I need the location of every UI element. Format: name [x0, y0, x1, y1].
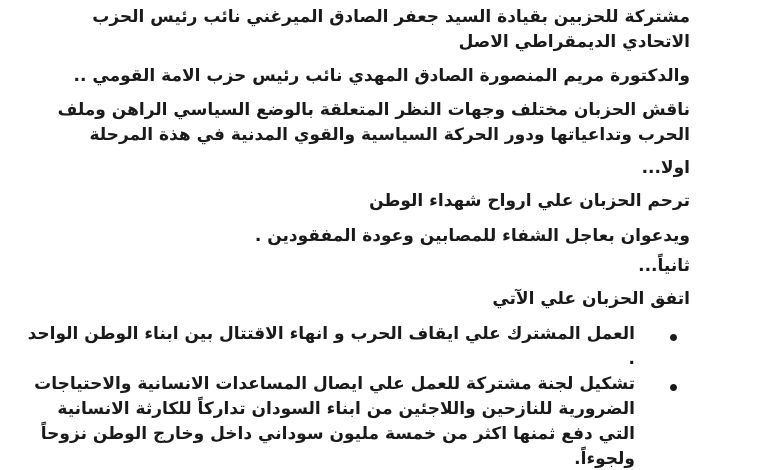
first-heading: اولا...	[641, 158, 690, 178]
bullet-2-line-3: التي دفع ثمنها اكثر من خمسة مليون سوداني داخل وخارج الوطن نزوحاً	[40, 424, 635, 444]
paragraph-1-line-2: الاتحادي الديمقراطي الاصل	[458, 32, 690, 52]
bullet-1-line-2: .	[628, 349, 635, 369]
paragraph-2: والدكتورة مريم المنصورة الصادق المهدي نائب رئيس حزب الامة القومي ..	[73, 66, 690, 86]
bullet-marker	[670, 334, 677, 341]
first-line-1: ترحم الحزبان علي ارواح شهداء الوطن	[369, 191, 690, 211]
bullet-marker	[670, 384, 677, 391]
agreement-intro: اتفق الحزبان علي الآتي	[492, 289, 690, 309]
second-heading: ثانياً...	[638, 256, 690, 276]
bullet-2-line-4: ولجوءاً.	[574, 449, 635, 469]
paragraph-1-line-1: مشتركة للحزبين بقيادة السيد جعفر الصادق الميرغني نائب رئيس الحزب	[92, 7, 690, 27]
bullet-2-line-1: تشكيل لجنة مشتركة للعمل علي ايصال المساعدات الانسانية والاحتياجات	[34, 374, 635, 394]
first-line-2: ويدعوان بعاجل الشفاء للمصابين وعودة المفقودين .	[254, 226, 690, 246]
bullet-1-line-1: العمل المشترك علي ايقاف الحرب و انهاء الاقتتال بين ابناء الوطن الواحد	[27, 324, 635, 344]
bullet-2-line-2: الضرورية للنازحين واللاجئين من ابناء السودان تداركاً للكارثة الانسانية	[57, 399, 635, 419]
paragraph-3-line-1: ناقش الحزبان مختلف وجهات النظر المتعلقة بالوضع السياسي الراهن وملف	[57, 100, 690, 120]
paragraph-3-line-2: الحرب وتداعياتها ودور الحركة السياسية والقوي المدنية في هذة المرحلة	[89, 125, 690, 145]
